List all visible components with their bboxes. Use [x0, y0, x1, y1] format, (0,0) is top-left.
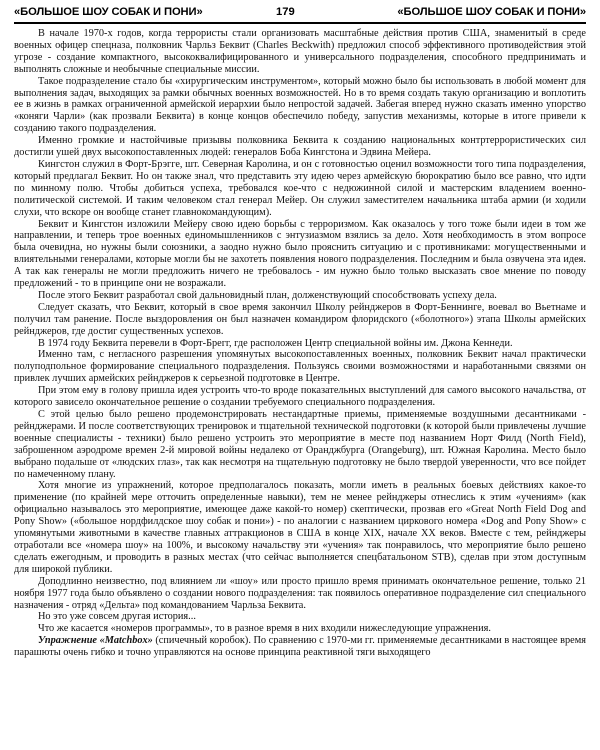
paragraph: Кингстон служил в Форт-Брэгге, шт. Северная Каролина, и он с готовностью оценил возможности того типа подразделения, который предлагал Беквит. Но он также знал, что представить эту идею через армейскую бюрократию было все равно, что идти по минному полю. Чтобы добиться успеха, требовался кое-что с недюжинной силой и мастерским владением военно-политической системой. И таким человеком стал генерал Мейер. Он служил заместителем начальника штаба армии (и ходили слухи, что вскоре он вообще станет главнокомандующим).: [14, 158, 586, 218]
exercise-text: (спичечный коробок). По сравнению с 1970-ми гг. применяемые десантниками в настоящее время парашюты очень гибко и точно управляются на основе принципа реактивной тяги выходящего: [14, 635, 586, 659]
page-body: [14, 28, 586, 659]
paragraph-matchbox: [14, 635, 586, 659]
paragraph: Доподлинно неизвестно, под влиянием ли «шоу» или просто пришло время принимать окончательное решение, только 21 ноября 1977 года было объявлено о создании нового подразделения: так появилось оперативное подразделение сил специального назначения - отряд «Дельта» под командованием Чарльза Беквита.: [14, 575, 586, 611]
paragraph: Но это уже совсем другая история...: [38, 611, 196, 623]
paragraph: Хотя многие из упражнений, которое предполагалось показать, могли иметь в реальных боевых действиях какое-то применение (по крайней мере отточить определенные навыки), тем не менее рейнджеры отнеслись к этим «учениям» (как официально называлось это мероприятие, имеющее даже какой-то номер) скептически, прозвав его «Great North Field Dog and Pony Show» («большое нордфилдское шоу собак и пони») - по аналогии с названием циркового номера «Dog and Pony Show» с упомянутыми животными в качестве главных аттракционов в США в конце XIX, начале XX веков. Вместе с тем, рейнджеры отработали все «номера шоу» на 100%, и высокому начальству эти «учения» так понравилось, что мероприятие было решено сделать ежегодным, и проводить в разных местах (что сейчас выполняется спецбатальоном STB), сделав при этом доступным для широкой публики.: [14, 480, 586, 575]
paragraph: Беквит и Кингстон изложили Мейеру свою идею борьбы с терроризмом. Как оказалось у того тоже были идеи в том же направлении, и теперь трое военных единомышленников с энтузиазмом взялись за дело. Хотя необходимость в этом вопросе была очевидна, но нужны были союзники, а заодно нужно было прояснить ситуацию и с противниками: могущественными и влиятельными генералами, которые могли бы не захотеть появления нового подразделения. Последним и была озвучена эта идея. А так как генералы не могли предложить ничего не требовалось - им нужно было только высказать свое мнение по поводу предложений - то в принципе они не возражали.: [14, 218, 586, 290]
header-rule: [14, 22, 586, 24]
paragraph: В 1974 году Беквита перевели в Форт-Брегг, где расположен Центр специальной войны им. Джона Кеннеди.: [38, 337, 513, 349]
paragraph: При этом ему в голову пришла идея устроить что-то вроде показательных выступлений для самого высокого начальства, от которого зависело окончательное решение о создании требуемого специального подразделения.: [14, 385, 586, 409]
header-right-title: «БОЛЬШОЕ ШОУ СОБАК И ПОНИ»: [397, 6, 586, 18]
paragraph: Именно там, с негласного разрешения упомянутых высокопоставленных военных, полковник Беквит начал практически полуподпольное формирование специального подразделения. Пользуясь своими возможностями и наработанными связями он привлек лучших армейских рейнджеров к серьезной подготовке в Центре.: [14, 349, 586, 385]
page-number: 179: [276, 6, 295, 18]
exercise-term: Упражнение «Matchbox»: [38, 635, 153, 647]
paragraph: С этой целью было решено продемонстрировать нестандартные приемы, применяемые воздушными десантниками - рейнджерами. И после соответствующих тренировок и тщательной технической подготовки (к которой были привлечены лучшие военные специалисты - техники) было решено устроить это мероприятие в месте под названием Норт Филд (North Field), заброшенном аэродроме времен 2-й мировой войны недалеко от Оранджбурга (Orangeburg), шт. Южная Каролина. Место было выбрано подальше от «людских глаз», так как несмотря на тщательную подготовку не было твердой уверенности, что все пойдет по намеченному плану.: [14, 409, 586, 480]
running-header: [14, 6, 586, 22]
paragraph: Следует сказать, что Беквит, который в свое время закончил Школу рейнджеров в Форт-Беннинге, воевал во Вьетнаме и получил там ранение. После выздоровления он был назначен командиром флоридского («болотного») этапа Школы армейских рейнджеров, где достиг существенных успехов.: [14, 301, 586, 337]
paragraph: В начале 1970-х годов, когда террористы стали организовать масштабные действия против США, знаменитый в среде военных офицер спецназа, полковник Чарльз Беквит (Charles Beckwith) предложил способ эффективного противодействия этой угрозе - создание компактного, высококвалифицированного и универсального подразделения, способного предпринимать и выполнять сложные и необычные специальные миссии.: [14, 28, 586, 75]
paragraph: Что же касается «номеров программы», то в разное время в них входили нижеследующие упражнения.: [38, 623, 491, 635]
paragraph: Именно громкие и настойчивые призывы полковника Беквита к созданию национальных контртеррористических сил достигли ушей двух высокопоставленных людей: генералов Боба Кингстона и Эдвина Мейера.: [14, 135, 586, 159]
paragraph: Такое подразделение стало бы «хирургическим инструментом», который можно было бы использовать в любой момент для выполнения задач, выходящих за рамки обычных военных возможностей. Но в то время создать такую организацию и воплотить ее в жизнь в рамках ограниченной армейской иерархии было непростой задачей. Забегая вперед нужно сказать именно упорство «коняги Чарли» (как прозвали Беквита) в конце концов обеспечило победу, запустив механизмы, которые в итоге привели к созданию такого подразделения.: [14, 75, 586, 135]
header-left-title: «БОЛЬШОЕ ШОУ СОБАК И ПОНИ»: [14, 6, 203, 18]
paragraph: После этого Беквит разработал свой дальновидный план, долженствующий способствовать успеху дела.: [38, 289, 497, 301]
